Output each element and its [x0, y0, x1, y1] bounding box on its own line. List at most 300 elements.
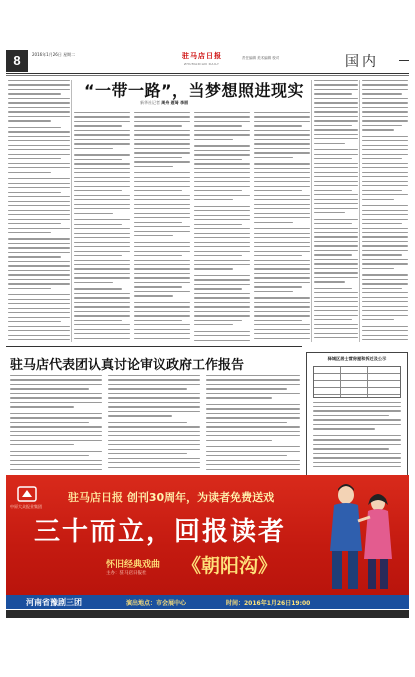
text-line [74, 329, 130, 330]
text-line [362, 330, 408, 331]
text-line [74, 324, 130, 325]
text-line [362, 145, 408, 146]
text-line [314, 149, 358, 150]
text-line [10, 464, 102, 465]
text-line [8, 89, 70, 90]
text-line [313, 419, 401, 420]
text-line [362, 263, 408, 264]
ad-info-band [6, 595, 409, 609]
second-article-column-3 [206, 375, 300, 471]
text-line [194, 255, 242, 256]
text-line [362, 288, 402, 289]
text-line [314, 158, 352, 159]
text-line [314, 319, 352, 320]
text-line [8, 312, 70, 313]
text-line [74, 148, 113, 149]
text-line [314, 310, 358, 311]
text-line [314, 84, 358, 85]
text-line [8, 261, 70, 262]
text-line [206, 435, 300, 436]
text-line [8, 172, 51, 173]
text-line [254, 242, 310, 243]
text-line [134, 291, 190, 292]
text-line [194, 150, 250, 151]
text-line [108, 406, 200, 407]
text-line [8, 149, 70, 150]
text-line [314, 324, 358, 325]
text-line [74, 168, 130, 169]
article-column-7 [362, 80, 408, 342]
text-line [74, 311, 130, 312]
text-line [314, 199, 358, 200]
text-line [8, 111, 70, 112]
text-line [254, 213, 310, 214]
column-rule [71, 80, 72, 342]
text-line [8, 210, 70, 211]
text-line [254, 148, 310, 149]
ad-organizer: 主办：驻马店日报社 [106, 571, 147, 576]
text-line [10, 444, 74, 445]
text-line [313, 466, 401, 467]
text-line [108, 426, 200, 427]
text-line [194, 264, 250, 265]
ad-slogan: 三十而立，回报读者 [34, 517, 287, 547]
text-line [10, 435, 102, 436]
text-line [134, 116, 190, 117]
text-line [254, 199, 310, 200]
text-line [8, 187, 70, 188]
text-line [134, 130, 190, 131]
text-line [206, 413, 300, 414]
text-line [8, 183, 70, 184]
text-line [254, 329, 310, 330]
text-line [134, 112, 190, 113]
text-line [254, 121, 310, 122]
text-line [8, 205, 70, 206]
text-line [362, 315, 408, 316]
text-line [74, 139, 130, 140]
text-line [254, 163, 310, 164]
text-line [314, 80, 358, 81]
text-line [8, 93, 61, 94]
corner-mark [399, 60, 409, 61]
text-line [206, 397, 272, 398]
text-line [134, 148, 190, 149]
text-line [134, 143, 190, 144]
text-line [362, 116, 408, 117]
text-line [254, 246, 310, 247]
text-line [134, 177, 190, 178]
text-line [8, 80, 70, 81]
text-line [8, 154, 70, 155]
text-line [362, 306, 408, 307]
text-line [108, 444, 200, 445]
text-line [362, 228, 408, 229]
text-line [313, 406, 401, 407]
text-line [206, 469, 300, 470]
text-line [10, 451, 102, 452]
text-line [313, 428, 375, 429]
text-line [108, 402, 200, 403]
text-line [314, 245, 358, 246]
text-line [8, 116, 70, 117]
logo-caption: 中原大众报业集团 [10, 504, 42, 509]
text-line [8, 303, 70, 304]
text-line [194, 293, 250, 294]
text-line [314, 292, 358, 293]
text-line [108, 415, 172, 416]
header-rule [6, 73, 409, 74]
text-line [134, 157, 182, 158]
text-line [254, 260, 310, 261]
text-line [362, 223, 402, 224]
text-line [206, 446, 300, 447]
text-line [108, 435, 200, 436]
text-line [134, 320, 182, 321]
text-line [108, 384, 200, 385]
text-line [134, 295, 173, 296]
page-header [6, 50, 409, 72]
text-line [362, 199, 394, 200]
text-line [254, 228, 310, 229]
text-line [194, 320, 242, 321]
text-line [134, 235, 173, 236]
text-line [254, 139, 310, 140]
text-line [254, 315, 310, 316]
text-line [254, 204, 310, 205]
text-line [362, 154, 408, 155]
text-line [314, 223, 352, 224]
text-line [313, 424, 401, 425]
text-line [313, 410, 401, 411]
text-line [194, 237, 250, 238]
text-line [314, 194, 358, 195]
advertisement-banner [6, 475, 409, 595]
text-line [8, 308, 70, 309]
text-line [8, 339, 70, 340]
text-line [108, 397, 200, 398]
text-line [314, 98, 358, 99]
text-line [254, 302, 310, 303]
text-line [74, 306, 130, 307]
text-line [313, 439, 401, 440]
text-line [108, 449, 200, 450]
text-line [74, 288, 122, 289]
text-line [254, 125, 302, 126]
article-column-4 [194, 112, 250, 342]
text-line [134, 311, 190, 312]
text-line [194, 172, 250, 173]
text-line [254, 130, 310, 131]
text-line [74, 264, 130, 265]
text-line [108, 411, 200, 412]
text-line [362, 250, 408, 251]
text-line [74, 219, 130, 220]
text-line [362, 259, 408, 260]
text-line [8, 317, 70, 318]
page-number: 8 [6, 50, 28, 72]
text-line [314, 190, 352, 191]
text-line [362, 210, 408, 211]
text-line [8, 107, 70, 108]
text-line [314, 297, 358, 298]
text-line [254, 186, 310, 187]
text-line [134, 286, 182, 287]
text-line [74, 121, 130, 122]
text-line [254, 277, 310, 278]
text-line [134, 222, 182, 223]
text-line [362, 274, 408, 275]
text-line [362, 301, 408, 302]
text-line [74, 195, 130, 196]
text-line [134, 181, 190, 182]
text-line [74, 224, 122, 225]
text-line [254, 112, 310, 113]
text-line [8, 243, 70, 244]
text-line [10, 422, 89, 423]
text-line [134, 338, 190, 339]
text-line [314, 111, 358, 112]
text-line [194, 190, 242, 191]
text-line [8, 127, 61, 128]
text-line [134, 204, 190, 205]
text-line [74, 293, 130, 294]
text-line [134, 121, 190, 122]
text-line [314, 337, 358, 338]
text-line [313, 415, 389, 416]
text-line [254, 306, 310, 307]
text-line [134, 306, 190, 307]
text-line [74, 251, 130, 252]
text-line [194, 199, 233, 200]
text-line [206, 455, 287, 456]
text-line [134, 264, 190, 265]
newspaper-logo-icon [16, 485, 38, 503]
text-line [194, 288, 242, 289]
text-line [108, 462, 200, 463]
text-line [8, 145, 70, 146]
text-line [134, 199, 190, 200]
text-line [194, 268, 233, 269]
text-line [8, 247, 70, 248]
text-line [10, 397, 102, 398]
text-line [254, 143, 310, 144]
text-line [134, 246, 190, 247]
text-line [194, 331, 250, 332]
text-line [194, 260, 250, 261]
text-line [313, 462, 401, 463]
text-line [314, 181, 358, 182]
text-line [362, 98, 408, 99]
text-line [314, 102, 358, 103]
text-line [8, 136, 70, 137]
text-line [10, 406, 74, 407]
text-line [254, 237, 310, 238]
text-line [74, 181, 130, 182]
text-line [194, 186, 250, 187]
text-line [8, 228, 70, 229]
text-line [206, 464, 300, 465]
text-line [362, 190, 402, 191]
text-line [206, 384, 300, 385]
text-line [314, 154, 358, 155]
text-line [194, 125, 242, 126]
text-line [108, 458, 200, 459]
text-line [314, 203, 358, 204]
text-line [194, 302, 250, 303]
text-line [254, 333, 310, 334]
text-line [194, 139, 233, 140]
text-line [314, 328, 358, 329]
text-line [314, 250, 358, 251]
text-line [362, 310, 408, 311]
text-line [194, 215, 250, 216]
text-line [362, 326, 408, 327]
text-line [74, 246, 130, 247]
text-line [194, 195, 250, 196]
text-line [74, 204, 130, 205]
text-line [362, 283, 408, 284]
text-line [8, 98, 70, 99]
text-line [8, 167, 70, 168]
text-line [134, 329, 190, 330]
text-line [362, 140, 408, 141]
text-line [194, 233, 250, 234]
text-line [8, 131, 70, 132]
text-line [314, 268, 358, 269]
text-line [194, 275, 250, 276]
text-line [194, 246, 250, 247]
text-line [362, 292, 408, 293]
text-line [8, 102, 70, 103]
text-line [108, 393, 200, 394]
text-line [362, 194, 408, 195]
text-line [134, 333, 190, 334]
text-line [254, 338, 310, 339]
text-line [206, 417, 300, 418]
text-line [8, 270, 70, 271]
ad-venue: 演出地点：市会展中心 [126, 600, 187, 607]
text-line [362, 102, 408, 103]
text-line [314, 163, 358, 164]
second-article-column-1 [10, 375, 102, 471]
byline-prefix: 新华社记者 [140, 100, 160, 105]
text-line [194, 145, 250, 146]
text-line [108, 422, 187, 423]
text-line [8, 178, 70, 179]
text-line [362, 129, 394, 130]
text-line [8, 196, 70, 197]
text-line [8, 158, 61, 159]
article-column-3 [134, 112, 190, 342]
text-line [362, 125, 402, 126]
text-line [134, 277, 190, 278]
text-line [314, 306, 358, 307]
article-column-1 [8, 80, 70, 342]
text-line [362, 205, 408, 206]
text-line [8, 265, 70, 266]
text-line [194, 112, 250, 113]
text-line [134, 255, 182, 256]
article-column-2 [74, 112, 130, 342]
text-line [8, 288, 51, 289]
text-line [134, 161, 190, 162]
text-line [314, 277, 358, 278]
text-line [74, 297, 130, 298]
text-line [8, 214, 70, 215]
text-line [74, 338, 130, 339]
text-line [74, 116, 130, 117]
text-line [362, 172, 408, 173]
text-line [10, 375, 102, 376]
text-line [254, 311, 310, 312]
masthead-en: ZHUMADIAN DAILY [184, 62, 220, 66]
text-line [8, 274, 70, 275]
text-line [194, 306, 250, 307]
text-line [314, 116, 358, 117]
text-line [206, 379, 300, 380]
text-line [134, 251, 190, 252]
text-line [314, 172, 358, 173]
text-line [8, 335, 70, 336]
text-line [194, 177, 250, 178]
text-line [8, 283, 70, 284]
text-line [362, 163, 408, 164]
text-line [194, 159, 242, 160]
text-line [74, 242, 130, 243]
text-line [254, 134, 310, 135]
text-line [362, 149, 408, 150]
text-line [254, 233, 310, 234]
text-line [10, 384, 102, 385]
text-line [194, 228, 250, 229]
text-line [254, 195, 310, 196]
text-line [74, 199, 130, 200]
text-line [194, 130, 250, 131]
text-line [314, 176, 358, 177]
text-line [74, 277, 130, 278]
text-line [362, 241, 408, 242]
text-line [194, 335, 250, 336]
ad-troupe: 河南省豫剧三团 [26, 598, 82, 607]
text-line [134, 231, 190, 232]
text-line [254, 168, 310, 169]
text-line [254, 286, 302, 287]
text-line [362, 107, 408, 108]
text-line [134, 186, 190, 187]
text-line [74, 130, 130, 131]
notice-title: 驿城区居士营房屋和拆迁及公示 [327, 356, 387, 361]
text-line [254, 177, 310, 178]
text-line [10, 388, 89, 389]
text-line [134, 260, 190, 261]
text-line [314, 212, 345, 213]
text-line [254, 291, 293, 292]
text-line [74, 255, 122, 256]
text-line [108, 379, 200, 380]
text-line [206, 451, 300, 452]
text-line [314, 107, 358, 108]
text-line [8, 192, 61, 193]
text-line [194, 311, 250, 312]
text-line [314, 138, 358, 139]
text-line [10, 379, 102, 380]
text-line [74, 154, 130, 155]
text-line [314, 143, 345, 144]
text-line [74, 190, 122, 191]
text-line [362, 232, 408, 233]
ad-headline-prefix: 驻马店日报 [68, 491, 123, 504]
